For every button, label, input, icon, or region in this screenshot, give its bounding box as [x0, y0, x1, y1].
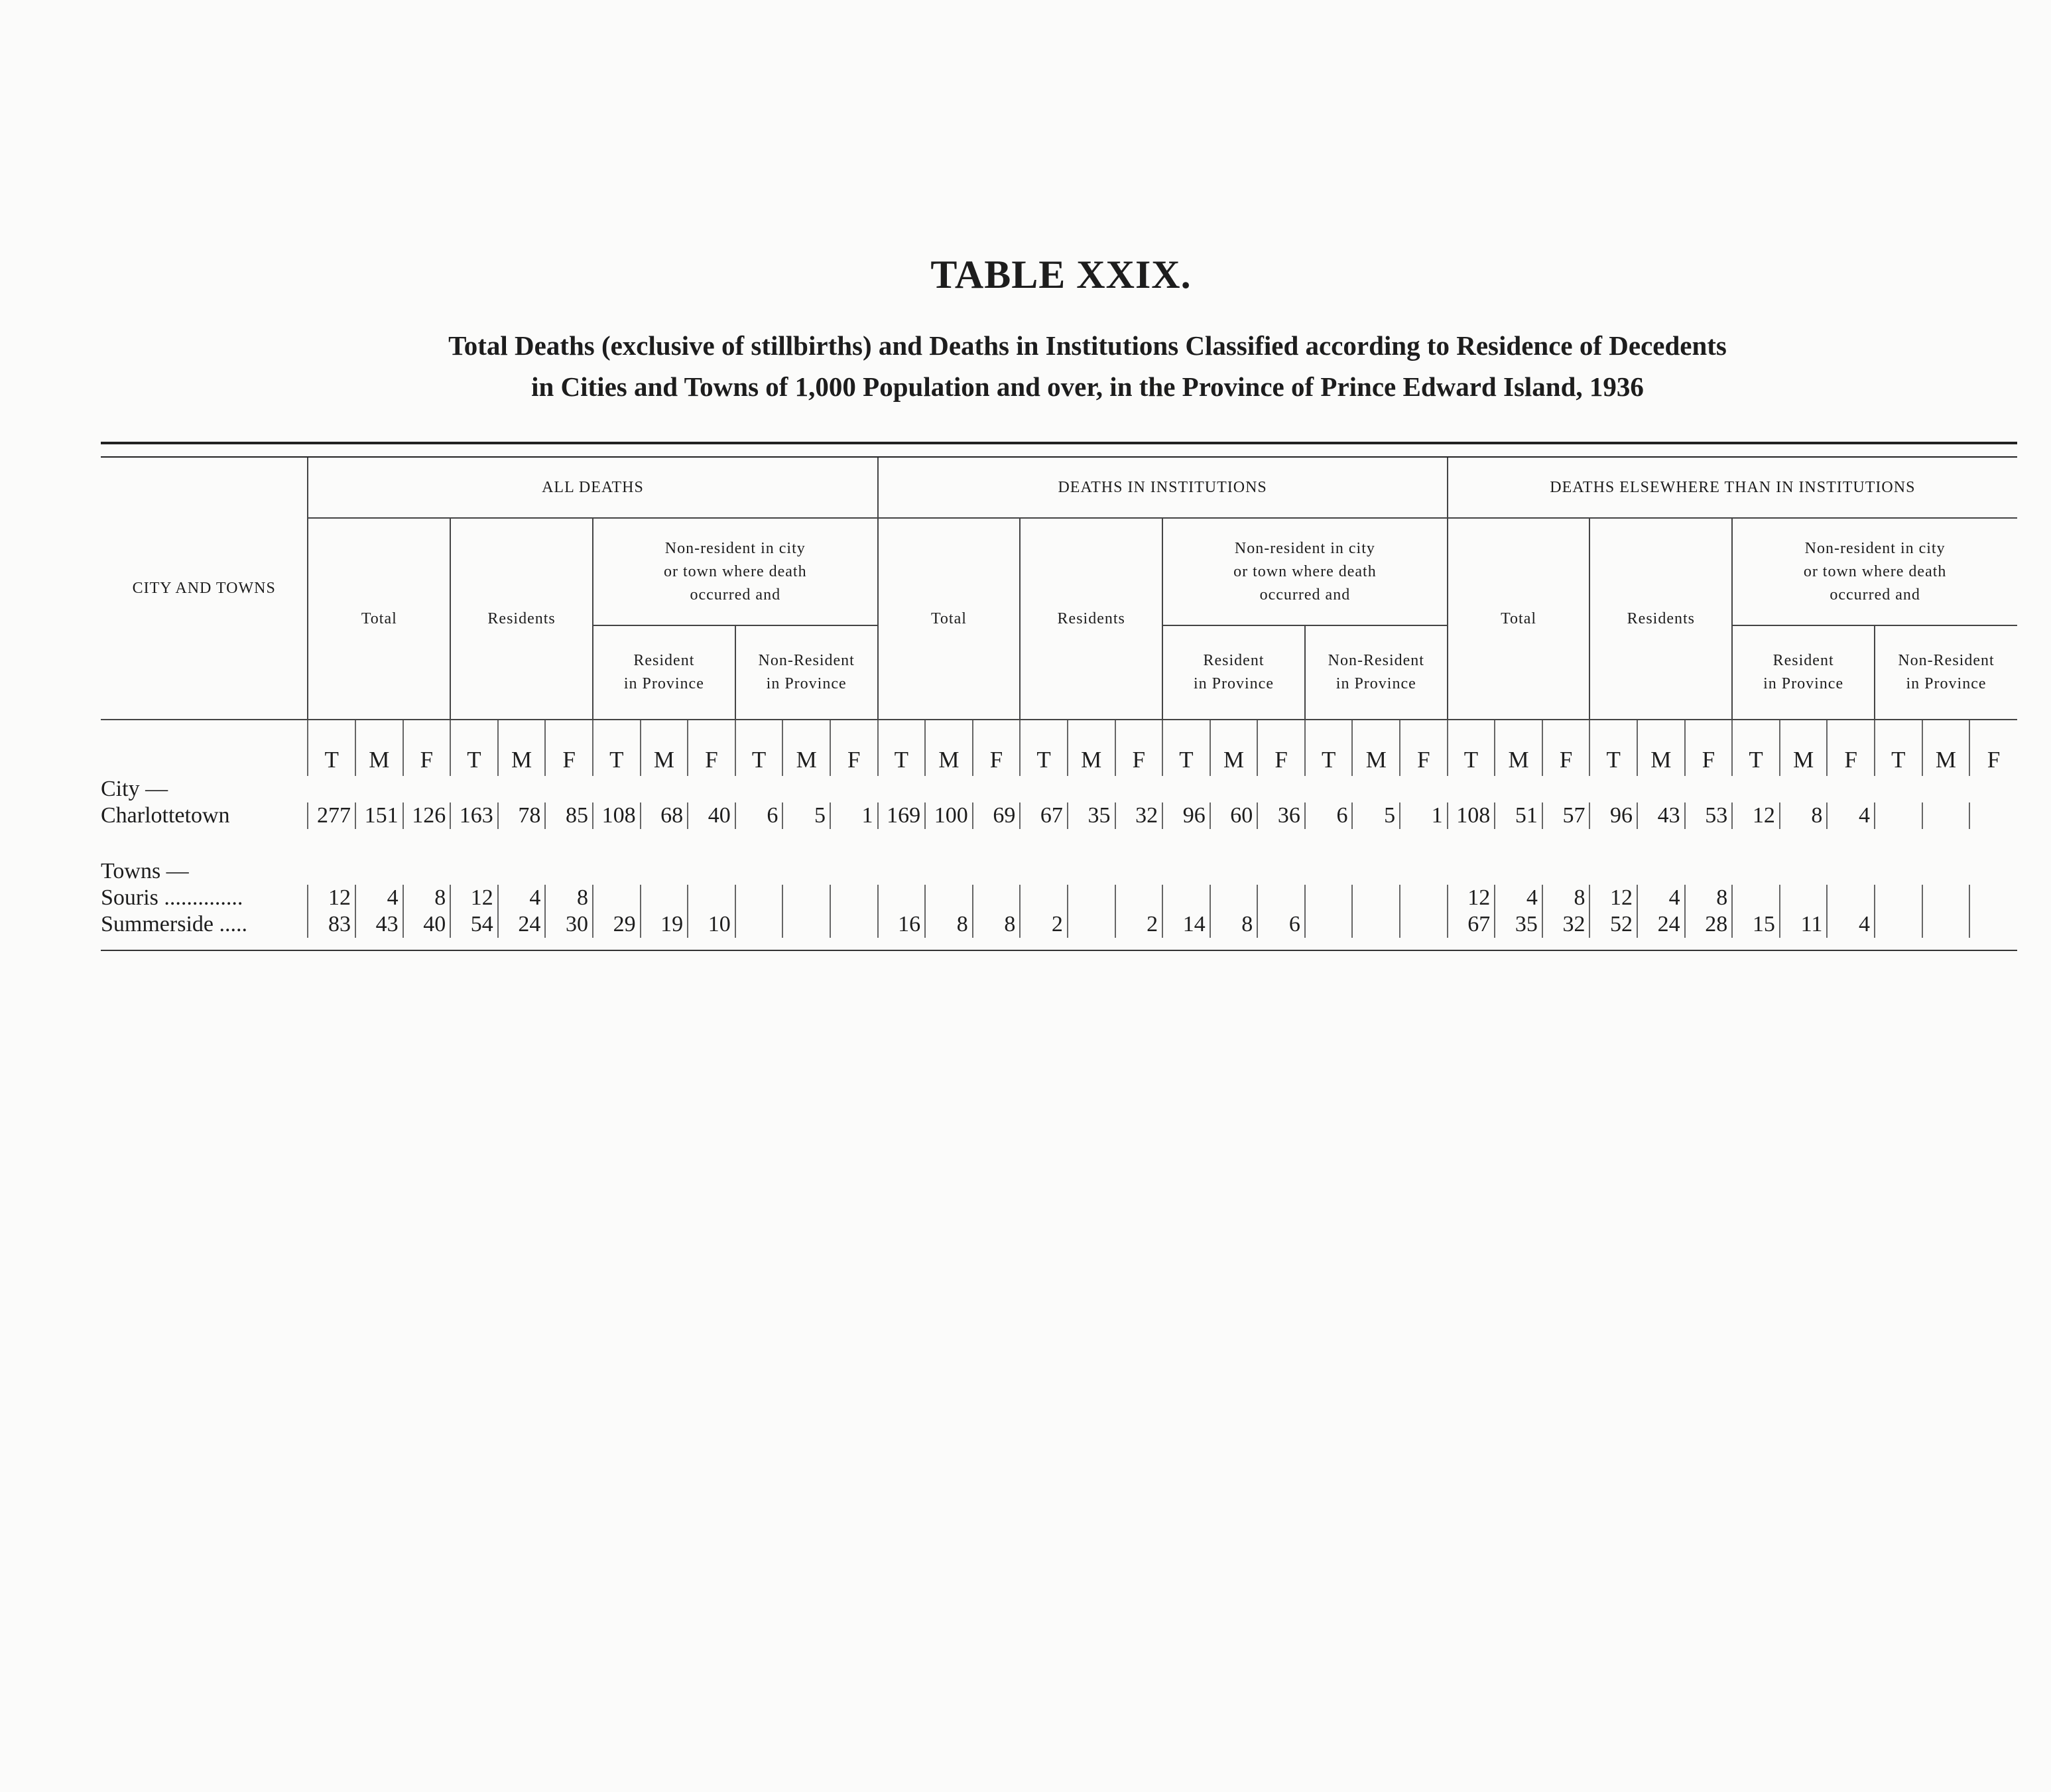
- cell-value: [830, 911, 878, 938]
- cell-value: 12: [1732, 802, 1780, 829]
- col-header-t: T: [450, 720, 498, 776]
- col-header-m: M: [1637, 720, 1685, 776]
- else-total-header: Total: [1448, 518, 1590, 719]
- col-header-f: F: [973, 720, 1021, 776]
- cell-value: [1922, 802, 1970, 829]
- group-all-deaths: ALL DEATHS: [308, 457, 877, 518]
- cell-value: [1400, 885, 1448, 911]
- cell-value: 28: [1685, 911, 1733, 938]
- cell-value: 78: [498, 802, 546, 829]
- cell-value: 6: [735, 802, 783, 829]
- cell-value: 6: [1305, 802, 1353, 829]
- col-header-m: M: [1210, 720, 1258, 776]
- nonres-line: occurred and: [1259, 586, 1351, 604]
- cell-value: [878, 885, 926, 911]
- cell-value: 29: [593, 911, 641, 938]
- cell-value: 4: [355, 885, 403, 911]
- cell-value: 36: [1257, 802, 1305, 829]
- inst-nonres-in-province-header: [1305, 625, 1448, 719]
- header-line: in Province: [1763, 675, 1844, 692]
- cell-value: [782, 885, 830, 911]
- cell-value: 4: [1827, 911, 1875, 938]
- stub-header: CITY AND TOWNS: [132, 579, 276, 597]
- cell-value: 108: [593, 802, 641, 829]
- header-line: Non-Resident: [758, 652, 855, 669]
- header-line: Non-Resident: [1328, 652, 1424, 669]
- row-city-label: [101, 776, 2017, 802]
- cell-value: 19: [641, 911, 688, 938]
- cell-value: 12: [1448, 885, 1495, 911]
- cell-value: 53: [1685, 802, 1733, 829]
- cell-value: 163: [450, 802, 498, 829]
- nonres-line: or town where death: [663, 562, 807, 580]
- cell-value: [1352, 911, 1400, 938]
- col-header-f: F: [1400, 720, 1448, 776]
- cell-value: 12: [450, 885, 498, 911]
- inst-nonresident-header: [1162, 518, 1448, 625]
- cell-value: 100: [925, 802, 973, 829]
- cell-value: [1875, 885, 1922, 911]
- all-nonresident-header: [593, 518, 878, 625]
- cell-value: 8: [545, 885, 593, 911]
- cell-value: 8: [1685, 885, 1733, 911]
- towns-label: Towns —: [101, 859, 189, 883]
- all-residents-header: Residents: [450, 518, 593, 719]
- nonres-line: Non-resident in city: [1234, 539, 1375, 557]
- cell-value: 85: [545, 802, 593, 829]
- cell-value: 69: [973, 802, 1021, 829]
- col-header-f: F: [830, 720, 878, 776]
- cell-value: 15: [1732, 911, 1780, 938]
- cell-value: 52: [1589, 911, 1637, 938]
- cell-value: 43: [355, 911, 403, 938]
- cell-value: [1210, 885, 1258, 911]
- cell-value: 35: [1068, 802, 1115, 829]
- inst-total-header: Total: [878, 518, 1021, 719]
- col-header-f: F: [688, 720, 735, 776]
- cell-value: [1115, 885, 1163, 911]
- bottom-rule: [101, 938, 2017, 950]
- col-header-t: T: [593, 720, 641, 776]
- cell-value: [1305, 911, 1353, 938]
- cell-value: [1068, 911, 1115, 938]
- nonres-line: or town where death: [1803, 562, 1947, 580]
- cell-value: [1969, 885, 2017, 911]
- cell-value: 277: [308, 802, 355, 829]
- cell-value: 2: [1020, 911, 1068, 938]
- header-line: Resident: [633, 652, 695, 669]
- cell-value: 4: [1827, 802, 1875, 829]
- cell-value: [973, 885, 1021, 911]
- col-header-m: M: [925, 720, 973, 776]
- table-subtitle: [292, 325, 1883, 407]
- row-label-charlottetown: Charlottetown: [101, 803, 230, 828]
- cell-value: 4: [1637, 885, 1685, 911]
- row-souris: [101, 885, 2017, 911]
- col-header-m: M: [355, 720, 403, 776]
- top-rule: [101, 443, 2017, 457]
- cell-value: 8: [925, 911, 973, 938]
- cell-value: 57: [1542, 802, 1590, 829]
- col-header-m: M: [1922, 720, 1970, 776]
- col-header-t: T: [1875, 720, 1922, 776]
- city-label: City —: [101, 777, 168, 801]
- inst-residents-header: Residents: [1020, 518, 1162, 719]
- nonres-line: occurred and: [1830, 586, 1920, 604]
- all-total-header: Total: [308, 518, 450, 719]
- nonres-line: or town where death: [1233, 562, 1377, 580]
- header-line: Resident: [1772, 652, 1834, 669]
- col-header-t: T: [1305, 720, 1353, 776]
- cell-value: 68: [641, 802, 688, 829]
- cell-value: 151: [355, 802, 403, 829]
- cell-value: 83: [308, 911, 355, 938]
- table-title: TABLE XXIX.: [930, 253, 1192, 296]
- header-line: in Province: [623, 675, 704, 692]
- cell-value: [1162, 885, 1210, 911]
- col-header-m: M: [782, 720, 830, 776]
- cell-value: 5: [782, 802, 830, 829]
- col-header-f: F: [1115, 720, 1163, 776]
- tmf-stub: [101, 720, 308, 776]
- else-res-in-province-header: [1732, 625, 1875, 719]
- else-residents-header: Residents: [1589, 518, 1732, 719]
- col-header-t: T: [878, 720, 926, 776]
- deaths-table: [101, 442, 2017, 951]
- header-line: in Province: [1194, 675, 1274, 692]
- cell-value: 5: [1352, 802, 1400, 829]
- cell-value: 96: [1162, 802, 1210, 829]
- cell-value: [1068, 885, 1115, 911]
- cell-value: [1732, 885, 1780, 911]
- cell-value: [735, 911, 783, 938]
- header-line: in Province: [1336, 675, 1416, 692]
- cell-value: 30: [545, 911, 593, 938]
- col-header-m: M: [1495, 720, 1542, 776]
- cell-value: 8: [1542, 885, 1590, 911]
- else-nonresident-header: [1732, 518, 2017, 625]
- col-header-m: M: [1780, 720, 1828, 776]
- cell-value: 54: [450, 911, 498, 938]
- cell-value: 14: [1162, 911, 1210, 938]
- group-deaths-in-institutions: DEATHS IN INSTITUTIONS: [878, 457, 1448, 518]
- cell-value: [782, 911, 830, 938]
- cell-value: 24: [1637, 911, 1685, 938]
- col-header-m: M: [1068, 720, 1115, 776]
- col-header-t: T: [1020, 720, 1068, 776]
- tmf-row: [101, 720, 2017, 776]
- cell-value: 126: [403, 802, 451, 829]
- cell-value: 67: [1448, 911, 1495, 938]
- cell-value: 67: [1020, 802, 1068, 829]
- col-header-f: F: [545, 720, 593, 776]
- cell-value: 11: [1780, 911, 1828, 938]
- cell-value: 8: [973, 911, 1021, 938]
- row-spacer: [101, 829, 2017, 858]
- col-header-f: F: [1257, 720, 1305, 776]
- cell-value: 35: [1495, 911, 1542, 938]
- cell-value: 4: [498, 885, 546, 911]
- cell-value: 108: [1448, 802, 1495, 829]
- col-header-f: F: [1827, 720, 1875, 776]
- cell-value: [1400, 911, 1448, 938]
- cell-value: 8: [403, 885, 451, 911]
- cell-value: [1020, 885, 1068, 911]
- col-header-f: F: [403, 720, 451, 776]
- group-deaths-elsewhere: DEATHS ELSEWHERE THAN IN INSTITUTIONS: [1448, 457, 2017, 518]
- header-line: Non-Resident: [1898, 652, 1995, 669]
- cell-value: [1922, 911, 1970, 938]
- col-header-t: T: [1589, 720, 1637, 776]
- cell-value: [735, 885, 783, 911]
- subtitle-line-1: Total Deaths (exclusive of stillbirths) and Deaths in Institutions Classified according to Residence of Decedents: [448, 330, 1727, 361]
- header-line: in Province: [1906, 675, 1987, 692]
- header-line: Resident: [1203, 652, 1265, 669]
- nonres-line: Non-resident in city: [1804, 539, 1946, 557]
- col-header-t: T: [1732, 720, 1780, 776]
- cell-value: [641, 885, 688, 911]
- cell-value: 1: [1400, 802, 1448, 829]
- col-header-m: M: [1352, 720, 1400, 776]
- cell-value: 40: [688, 802, 735, 829]
- cell-value: [1352, 885, 1400, 911]
- nonres-line: Non-resident in city: [664, 539, 806, 557]
- cell-value: [1780, 885, 1828, 911]
- col-header-m: M: [498, 720, 546, 776]
- cell-value: [1875, 911, 1922, 938]
- cell-value: [1969, 911, 2017, 938]
- col-header-f: F: [1542, 720, 1590, 776]
- cell-value: 8: [1210, 911, 1258, 938]
- cell-value: 40: [403, 911, 451, 938]
- cell-value: 12: [1589, 885, 1637, 911]
- cell-value: [925, 885, 973, 911]
- col-header-f: F: [1685, 720, 1733, 776]
- all-nonres-in-province-header: [735, 625, 878, 719]
- cell-value: 32: [1542, 911, 1590, 938]
- inst-res-in-province-header: [1162, 625, 1305, 719]
- col-header-t: T: [308, 720, 355, 776]
- subgroup-header-row: [101, 518, 2017, 625]
- row-label-souris: Souris ..............: [101, 885, 243, 910]
- cell-value: 43: [1637, 802, 1685, 829]
- cell-value: 6: [1257, 911, 1305, 938]
- cell-value: [1257, 885, 1305, 911]
- cell-value: [830, 885, 878, 911]
- row-towns-label: [101, 858, 2017, 885]
- all-res-in-province-header: [593, 625, 735, 719]
- nonres-line: occurred and: [690, 586, 781, 604]
- cell-value: 4: [1495, 885, 1542, 911]
- cell-value: 32: [1115, 802, 1163, 829]
- col-header-t: T: [1448, 720, 1495, 776]
- cell-value: [1305, 885, 1353, 911]
- cell-value: 169: [878, 802, 926, 829]
- header-line: in Province: [766, 675, 847, 692]
- group-header-row: [101, 457, 2017, 518]
- cell-value: [1969, 802, 2017, 829]
- cell-value: 96: [1589, 802, 1637, 829]
- else-nonres-in-province-header: [1875, 625, 2017, 719]
- row-label-summerside: Summerside .....: [101, 912, 247, 936]
- cell-value: 16: [878, 911, 926, 938]
- cell-value: [1922, 885, 1970, 911]
- cell-value: [593, 885, 641, 911]
- cell-value: 12: [308, 885, 355, 911]
- col-header-m: M: [641, 720, 688, 776]
- subtitle-line-2: in Cities and Towns of 1,000 Population and over, in the Province of Prince Edward Island, 1936: [531, 371, 1644, 402]
- row-charlottetown: [101, 802, 2017, 829]
- cell-value: 2: [1115, 911, 1163, 938]
- col-header-t: T: [735, 720, 783, 776]
- cell-value: 8: [1780, 802, 1828, 829]
- cell-value: 24: [498, 911, 546, 938]
- cell-value: [1875, 802, 1922, 829]
- cell-value: 51: [1495, 802, 1542, 829]
- cell-value: 10: [688, 911, 735, 938]
- col-header-f: F: [1969, 720, 2017, 776]
- cell-value: 60: [1210, 802, 1258, 829]
- col-header-t: T: [1162, 720, 1210, 776]
- cell-value: 1: [830, 802, 878, 829]
- row-summerside: [101, 911, 2017, 938]
- cell-value: [688, 885, 735, 911]
- cell-value: [1827, 885, 1875, 911]
